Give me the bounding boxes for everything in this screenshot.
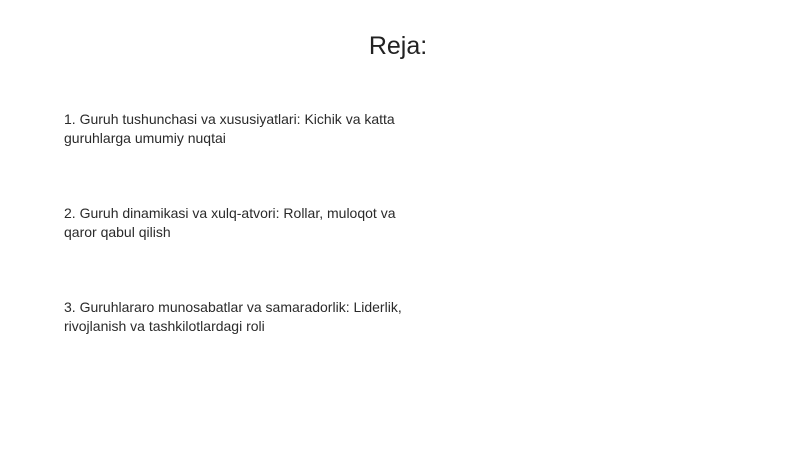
outline-item-1: 1. Guruh tushunchasi va xususiyatlari: Kichik va katta guruhlarga umumiy nuqtai [64, 111, 395, 146]
outline-item-3: 3. Guruhlararo munosabatlar va samaradorlik: Liderlik, rivojlanish va tashkilotlardagi roli [64, 299, 402, 334]
slide-title: Reja: [368, 32, 428, 60]
outline-item-2: 2. Guruh dinamikasi va xulq-atvori: Rollar, muloqot va qaror qabul qilish [64, 205, 396, 240]
